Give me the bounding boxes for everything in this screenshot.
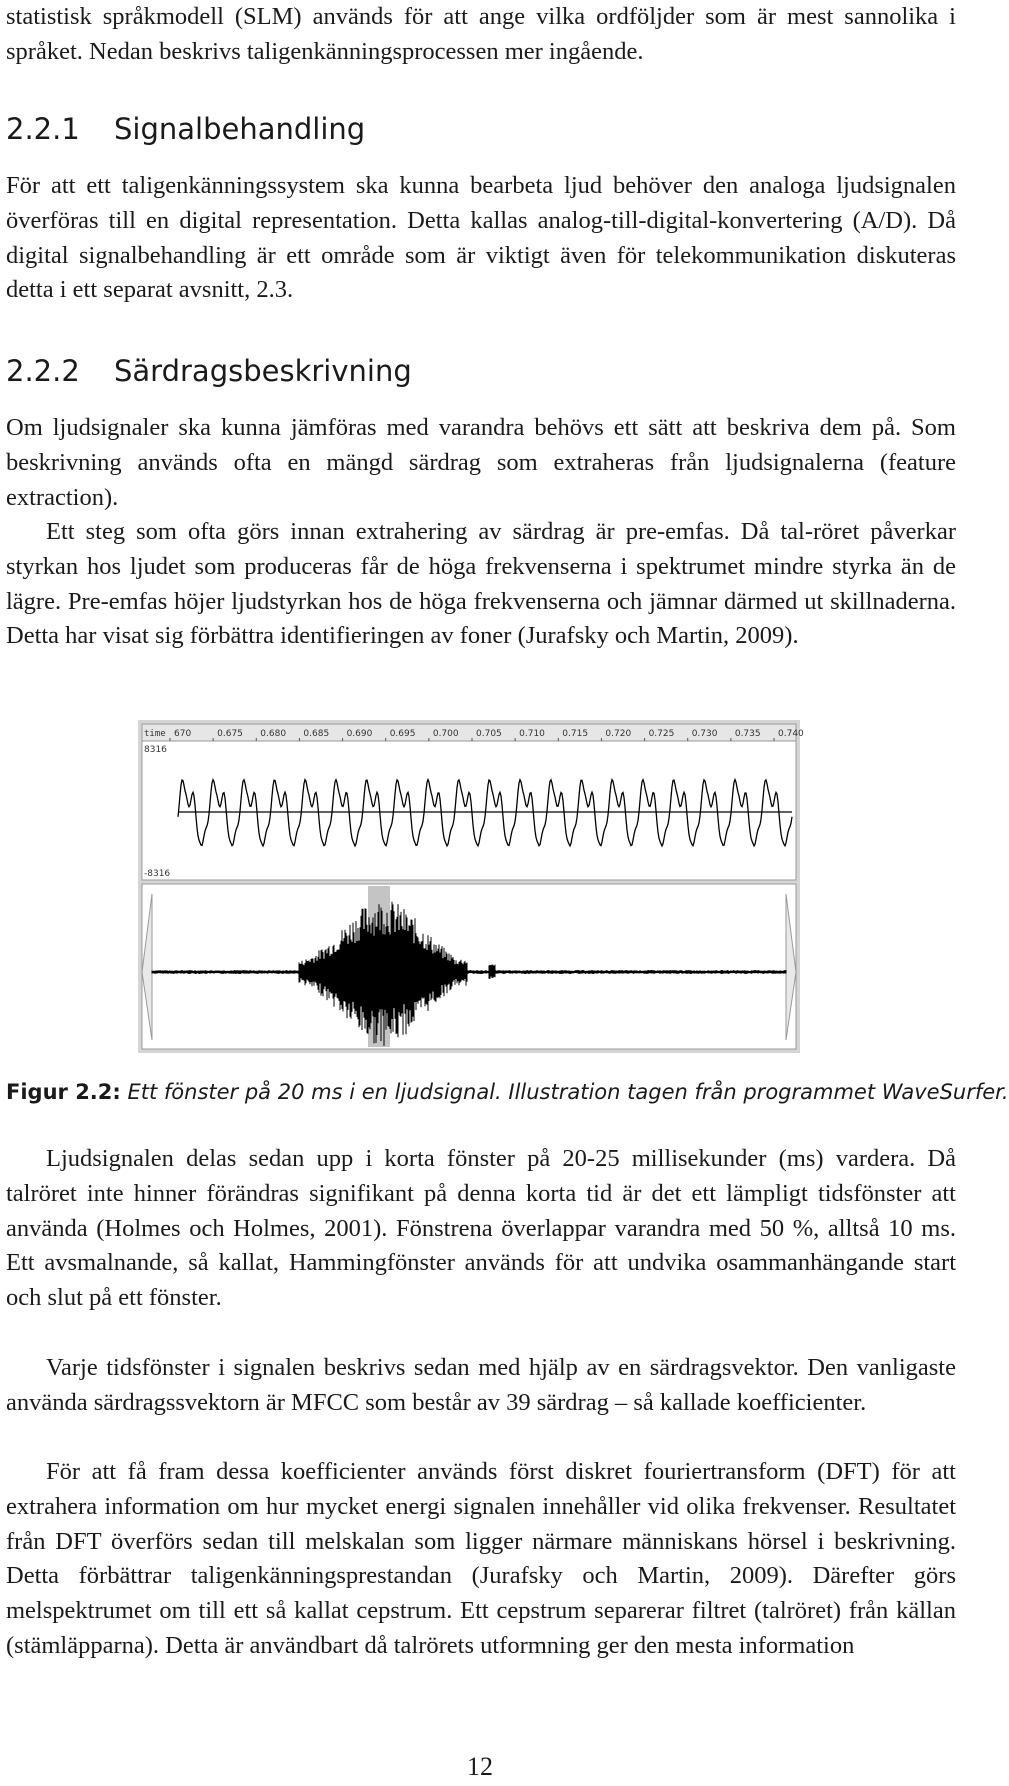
section-number: 2.2.2 (6, 354, 80, 388)
section-number: 2.2.1 (6, 112, 80, 146)
time-tick-label: 0.715 (562, 729, 589, 739)
time-tick-label: 0.690 (346, 729, 373, 739)
sardrag-paragraph-1: Om ljudsignaler ska kunna jämföras med varandra behövs ett sätt att beskriva dem på. Som beskrivning används ofta en mängd särdrag som extraheras från ljudsignalerna (feature extraction). (6, 414, 956, 511)
time-tick-label: 0.710 (519, 729, 545, 739)
max-amplitude-label: 8316 (144, 745, 167, 755)
time-tick-label: 0.705 (476, 729, 502, 739)
time-axis-label: time (144, 729, 166, 739)
time-tick-label: 0.720 (605, 729, 632, 739)
time-tick-label: 0.695 (389, 729, 416, 739)
section-title: Signalbehandling (114, 112, 366, 146)
figure-caption (6, 1080, 1009, 1104)
intro-paragraph: statistisk språkmodell (SLM) används för att ange vilka ordföljder som är mest sannolika i språket. Nedan beskrivs taligenkänningsprocessen mer ingående. (6, 3, 956, 65)
time-tick-label: 0.735 (734, 729, 761, 739)
waveform-illustration (138, 720, 804, 1053)
time-tick-label: 0.685 (303, 729, 330, 739)
body-paragraph-3: För att få fram dessa koefficienter används först diskret fouriertransform (DFT) för att extrahera information om hur mycket energi signalen innehåller vid olika frekvenser. Resultatet från DFT överförs sedan till melskalan som ligger närmare människans hörsel i beskrivning. Detta förbättrar taligenkänningsprestandan (Jurafsky och Martin, 2009). Därefter görs melspektrumet om till ett så kallat cepstrum. Ett cepstrum separerar filtret (talröret) från källan (stämläpparna). Detta är användbart då talrörets utformning ger den mesta information (6, 1458, 956, 1659)
time-tick-label: 0.675 (217, 729, 243, 739)
section-title: Särdragsbeskrivning (114, 354, 412, 388)
time-tick-label: 0.730 (691, 729, 718, 739)
caption-label: Figur 2.2: (6, 1080, 121, 1104)
time-tick-label: 0.725 (648, 729, 675, 739)
signalbehandling-paragraph: För att ett taligenkänningssystem ska kunna bearbeta ljud behöver den analoga ljudsignalen överföras till en digital representation. Detta kallas analog-till-digital-konvertering (A/D). Då digital signalbehandling är ett område som är viktigt även för telekommunikation diskuteras detta i ett separat avsnitt, 2.3. (6, 172, 956, 304)
min-amplitude-label: -8316 (144, 869, 171, 879)
time-tick-label: 0.700 (432, 729, 459, 739)
body-paragraph-2: Varje tidsfönster i signalen beskrivs sedan med hjälp av en särdragsvektor. Den vanligaste använda särdragssvektorn är MFCC som består av 39 särdrag – så kallade koefficienter. (6, 1354, 956, 1416)
page-number: 12 (467, 1752, 493, 1781)
wavesurfer-figure (138, 720, 804, 1053)
time-tick-label: 0.740 (778, 729, 804, 739)
sardrag-paragraph-2: Ett steg som ofta görs innan extrahering av särdrag är pre-emfas. Då tal-röret påverkar styrkan hos ljudet som produceras får de höga frekvenserna i spektrumet mindre styrka än de lägre. Pre-emfas höjer ljudstyrkan hos de höga frekvenserna och jämnar därmed ut skillnaderna. Detta har visat sig förbättra identifieringen av foner (Jurafsky och Martin, 2009). (6, 518, 956, 650)
time-tick-label: 670 (174, 729, 192, 739)
body-paragraph-1: Ljudsignalen delas sedan upp i korta fönster på 20-25 millisekunder (ms) vardera. Då talröret inte hinner förändras signifikant på denna korta tid är det ett lämpligt tidsfönster att använda (Holmes och Holmes, 2001). Fönstrena överlappar varandra med 50 %, alltså 10 ms. Ett avsmalnande, så kallat, Hammingfönster används för att undvika osammanhängande start och slut på ett fönster. (6, 1145, 956, 1312)
section-heading-sardragsbeskrivning (6, 354, 412, 388)
time-tick-label: 0.680 (260, 729, 287, 739)
section-heading-signalbehandling (6, 112, 365, 146)
caption-text: Ett fönster på 20 ms i en ljudsignal. Illustration tagen från programmet WaveSurfer. (127, 1080, 1009, 1104)
